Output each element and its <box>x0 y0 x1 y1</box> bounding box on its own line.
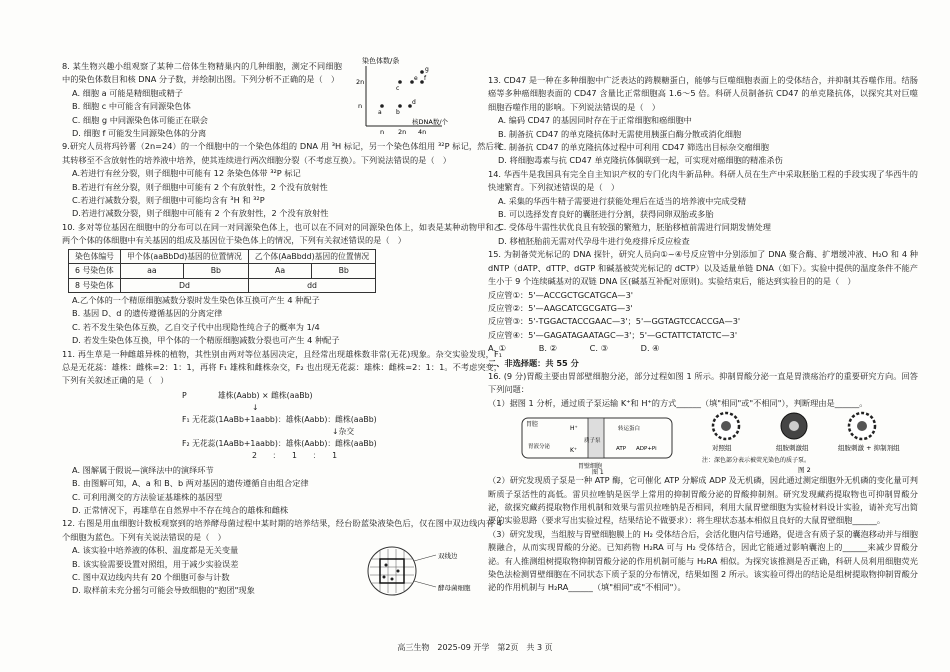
reaction-tube-3: 反应管③：5'-TGGACTACCGAAC—3'；5'—GGTAGTCCACCGA—3' <box>488 316 741 327</box>
point-label-g: g <box>425 66 429 73</box>
question-11-option-a: A. 图解属于假说—演绎法中的演绎环节 <box>72 464 214 475</box>
question-16-stem: 16. (9 分)胃酸主要由胃部壁细胞分泌，部分过程如图 1 所示。抑制胃酸分泌一直是胃溃疡治疗的重要研究方向。回答下列问题： <box>488 370 918 395</box>
table-row <box>69 278 376 292</box>
point-label-e: e <box>414 75 418 82</box>
table-header-cell: 甲个体(aaBbDd)基因的位置情况 <box>120 249 248 263</box>
question-11-option-d: D. 正常情况下，再雄草在自然界中不存在纯合的雄株和雌株 <box>72 504 289 515</box>
fig-label-double-line: 双线边 <box>438 552 458 561</box>
question-8-stem: 8. 某生物兴趣小组观察了某种二倍体生物精巢内的几种细胞，测定不同细胞中的染色体数目和核 DNA 分子数，并绘制出图。下列分析不正确的是（ ） <box>62 61 342 85</box>
cross-f2: F₂ 无花蕊(1AaBb+1aabb)：雄株(Aabb)：雌株(aaBb) <box>182 438 377 448</box>
question-12-option-a: A. 该实验中培养液的体积、温度都是无关变量 <box>72 545 239 556</box>
figure-row <box>488 410 918 477</box>
point-a <box>380 104 384 108</box>
reaction-tube-1: 反应管①：5'—ACCGCTGCATGCA—3' <box>488 289 634 300</box>
fig1-label-acid-secretion: 胃液分泌 <box>528 444 551 451</box>
question-11-option-c: C. 可利用测交的方法验证基雄株的基因型 <box>72 491 223 502</box>
chart-points <box>378 66 429 116</box>
question-13-option-a: A. 编码 CD47 的基因同时存在于正常细胞和癌细胞中 <box>498 115 692 126</box>
fig1-label-h: H⁺ <box>570 425 578 433</box>
question-12 <box>62 517 502 597</box>
question-14-option-a: A. 采集的华西牛精子需要进行获能处理后在适当的培养液中完成受精 <box>498 195 747 206</box>
table-cell: Bb <box>183 264 248 278</box>
fig1-label-pump: 质子泵 <box>584 438 601 445</box>
point-label-a: a <box>378 109 382 116</box>
chart-xlabel: 核DNA数/个 <box>412 118 449 126</box>
question-15 <box>488 248 918 355</box>
table-header-row <box>69 249 376 263</box>
fig-label-yeast: 酵母菌细胞 <box>438 584 471 593</box>
fig1-label-k: K⁺ <box>570 447 578 455</box>
reaction-tube-4: 反应管④：5'—GAGATAGAATAGC—3'；5'—GCTATTCTATCTC—3' <box>488 329 738 340</box>
question-12-stem: 12. 右图是用血细胞计数板观察到的培养酵母菌过程中某时期的培养结果，经台盼蓝染液染色后，仅在图中双边线内有 4 个细胞为蓝色。下列有关说法错误的是（ ） <box>62 518 502 542</box>
table-cell: 6 号染色体 <box>69 264 121 278</box>
question-14 <box>488 168 918 248</box>
table-cell: Dd <box>120 278 248 292</box>
question-15-stem: 15. 为制备荧光标记的 DNA 探针，研究人员向①~④号反应管中分别添加了 DNA 聚合酶、扩增缓冲液、H₂O 和 4 种 dNTP（dATP、dTTP、dGTP 和碱基被荧光标记的 dCTP）以及适量单链 DNA（如下）。实验中提供的温度条件不能产生小于 9 个连续碱基对的双链 DNA 区(碱基互补配对原则)。实验结束后，能达到实验目的的是（ ） <box>488 249 918 287</box>
hemocytometer-circle <box>368 547 416 595</box>
figure-1-proton-pump <box>518 412 688 477</box>
table-cell: dd <box>248 278 375 292</box>
question-11-stem: 11. 再生草是一种雌雄异株的植物，其性别由两对等位基因决定，且经常出现雄株数非常(无花)现象。杂交实验发现，F₁ 总是无花蕊：雄株：雌株=2：1：1，再将 F₁ 雄株和雌株杂交，F₂ 也出现无花蕊：雄株：雌株=2：1：1。不考虑突变，下列有关叙述正确的是（ ） <box>62 348 502 386</box>
question-8-option-c: C. 细胞 g 中同源染色体可能正在联会 <box>72 114 208 125</box>
fig1-label-lumen: 胃腔 <box>526 421 539 429</box>
question-11-option-b: B. 由图解可知，A、a 和 B、b 两对基因的遗传遵循自由组合定律 <box>72 478 309 489</box>
question-9-option-a: A.若进行有丝分裂，则子细胞中可能有 12 条染色体带 ³²P 标记 <box>72 168 301 179</box>
reaction-tube-2: 反应管②：5'—AAGCATCGCGATG—3' <box>488 302 633 313</box>
fig2-caption: 图 2 <box>798 466 811 475</box>
question-8 <box>62 57 502 140</box>
question-9-stem: 9.研究人员将玛钤薯（2n=24）的一个细胞中的一个染色体组的 DNA 用 ³H 标记，另一个染色体组用 ³²P 标记，然后将其转移至不含放射性的培养液中培养，使其连续进行两次细胞分裂（不考虑互换）。下列说法错误的是（ ） <box>62 141 502 165</box>
hemocytometer-figure <box>362 541 492 597</box>
question-12-option-c: C. 图中双边线内共有 20 个细胞可参与计数 <box>72 572 230 582</box>
question-14-stem: 14. 华西牛是我国具有完全自主知识产权的专门化肉牛新品种。科研人员在生产中采取胚胎工程的手段实现了华西牛的快速繁育。下列叙述错误的是（ ） <box>488 168 918 193</box>
chart-ylabel: 染色体数/条 <box>362 57 400 65</box>
question-8-option-a: A. 细胞 a 可能是精细胞或精子 <box>72 87 183 98</box>
chart-xtick-4n: 4n <box>418 128 427 136</box>
chart-xtick-n: n <box>380 128 385 136</box>
cross-ratio: 2 ： 1 ： 1 <box>252 450 338 460</box>
question-10-option-a: A.乙个体的一个精原细胞减数分裂时发生染色体互换可产生 4 种配子 <box>72 294 320 305</box>
question-14-option-d: D. 移植胚胎前无需对代孕母牛进行免疫排斥反应检查 <box>498 235 690 246</box>
cross-mid-label: 杂交 <box>338 426 355 436</box>
question-14-option-c: C. 受体母牛需性状优良且有较强的繁殖力，胚胎移植前需进行同期发情处理 <box>498 222 771 233</box>
cross-diagram <box>182 390 502 462</box>
cross-p: P 雄株(Aabb) × 雌株(aaBb) <box>182 390 313 400</box>
arrow-down-icon: ↓ <box>332 426 339 436</box>
right-column <box>488 74 918 595</box>
question-10 <box>62 221 502 348</box>
question-13 <box>488 74 918 168</box>
question-9-option-b: B.若进行有丝分裂，则子细胞中可能有 2 个有放射性，2 个没有放射性 <box>72 181 328 192</box>
question-14-option-b: B. 可以选择发育良好的囊胚进行分割，获得同卵双胎或多胎 <box>498 209 714 220</box>
question-13-option-c: C. 制备抗 CD47 的单克隆抗体过程中可利用 CD47 筛选出目标杂交瘤细胞 <box>498 142 769 153</box>
fig1-label-adp: ADP+Pi <box>636 446 657 453</box>
question-8-option-b: B. 细胞 c 中可能含有同源染色体 <box>72 101 191 112</box>
point-label-f: f <box>424 75 427 82</box>
dna-chromosome-scatter-chart <box>354 54 450 140</box>
cross-f1: F₁ 无花蕊(1AaBb+1aabb)：雄株(Aabb)：雌株(aaBb) <box>182 414 377 424</box>
table-cell: Aa <box>248 264 311 278</box>
question-15-options: A. ① B. ② C. ③ D. ④ <box>488 343 660 354</box>
question-13-option-b: B. 制备抗 CD47 的单克隆抗体时无需使用胰蛋白酶分散或消化细胞 <box>498 128 742 139</box>
question-13-option-d: D. 将细胞毒素与抗 CD47 单克隆抗体偶联到一起，可实现对癌细胞的精准杀伤 <box>498 155 783 166</box>
table-header-cell: 乙个体(AaBbdd)基因的位置情况 <box>248 249 375 263</box>
question-10-option-c: C. 若不发生染色体互换，乙自交子代中出现隐性纯合子的概率为 1/4 <box>72 321 320 332</box>
fig1-label-transporter: 转运蛋白 <box>618 426 641 433</box>
gene-position-table <box>68 249 376 293</box>
question-16-part-2: （2）研究发现质子泵是一种 ATP 酶，它可催化 ATP 分解成 ADP 及无机磷，因此通过测定细胞外无机磷的变化量可判断质子泵活性的高低。雷贝拉唑钠是医学上常用的抑制胃酸分泌的胃酸抑制剂。研究发现藏药提取物也可抑制胃酸分泌，欲探究藏药提取物作用机制和效果与雷贝拉唑钠是否相同，利用大鼠胃壁细胞为实验材料设计实验，请补充写出简要的实验思路（要求写出实验过程，结果结论不做要求）：将生理状态基本相似且良好的大鼠胃壁细胞______。 <box>488 475 918 526</box>
question-9-option-d: D.若进行减数分裂，则子细胞中可能有 2 个有放射性，2 个没有放射性 <box>72 208 329 219</box>
figure-2-fluorescence <box>698 410 918 474</box>
question-11 <box>62 348 502 518</box>
point-b <box>398 104 402 108</box>
question-13-stem: 13. CD47 是一种在多种细胞中广泛表达的跨膜糖蛋白，能够与巨噬细胞表面上的受体结合，并抑制其吞噬作用。结肠癌等多种癌细胞表面的 CD47 含量比正常细胞高 1.6～5 倍。科研人员制备抗 CD47 的单克隆抗体，以探究其对巨噬细胞吞噬作用的影响。下列说法错误的是（ ） <box>488 75 918 112</box>
question-10-option-b: B. 基因 D、d 的遗传遵循基因的分离定律 <box>72 308 223 319</box>
fig2-note: 注：深色部分表示被荧光染色的质子泵。 <box>702 457 811 465</box>
question-12-option-d: D. 取样前未充分摇匀可能会导致细胞的"抱团"现象 <box>72 585 255 596</box>
table-cell: 8 号染色体 <box>69 278 121 292</box>
question-16-part-1: （1）据图 1 分析，通过质子泵运输 K⁺和 H⁺的方式______（填"相同"或"不相同"），判断理由是______。 <box>488 397 868 408</box>
point-c <box>398 80 402 84</box>
fig1-label-parietal-cell: 胃壁细胞 <box>578 463 603 471</box>
point-label-c: c <box>396 85 400 92</box>
question-16 <box>488 370 918 595</box>
table-header-cell: 染色体编号 <box>69 249 121 263</box>
fig2-label-histamine: 组胺刺激组 <box>776 444 809 453</box>
question-8-option-d: D. 细胞 f 可能发生同源染色体的分离 <box>72 128 207 139</box>
chart-ytick-2n: 2n <box>356 78 365 86</box>
point-g <box>420 70 424 74</box>
question-9-option-c: C.若进行减数分裂，则子细胞中可能均含有 ³H 和 ³²P <box>72 195 265 206</box>
point-label-b: b <box>396 109 400 116</box>
fig1-caption: 图 1 <box>592 469 604 477</box>
question-10-stem: 10. 多对等位基因在细胞中的分布可以在同一对同源染色体上，也可以在不同对的同源染色体上，如表是某种动物甲和乙两个个体的体细胞中有关基因的组成及基因位于染色体上的情况，下列有关叙述错误的是（ ） <box>62 221 502 246</box>
left-column <box>62 57 502 598</box>
arrow-down-icon: ↓ <box>252 402 259 412</box>
section-heading: 二、非选择题：共 55 分 <box>488 357 579 368</box>
fig2-label-inhibitor: 组胺刺激 + 抑制剂组 <box>838 444 900 453</box>
table-cell: Bb <box>312 264 376 278</box>
chart-xtick-2n: 2n <box>398 128 407 136</box>
question-9 <box>62 140 502 220</box>
page-footer: 高三生物 2025-09 开学 第2页 共 3 页 <box>397 643 553 652</box>
point-label-d: d <box>412 99 416 106</box>
table-cell: aa <box>120 264 183 278</box>
question-10-option-d: D. 若发生染色体互换，甲个体的一个精原细胞减数分裂也可产生 4 种配子 <box>72 335 340 346</box>
fig1-label-atp: ATP <box>616 446 627 453</box>
question-12-option-b: B. 该实验需要设置对照组，用于减少实验误差 <box>72 558 239 569</box>
fig2-label-control: 对照组 <box>712 444 732 453</box>
chart-ytick-n: n <box>358 102 363 110</box>
question-16-part-3: （3）研究发现，当组胺与胃壁细胞膜上的 H₂ 受体结合后，会活化胞内信号通路，促进含有质子泵的囊泡移动并与细胞膜融合，从而实现胃酸的分泌。已知药物 H₂RA 可与 H₂ 受体结合，因此它能通过影响囊泡上的______来减少胃酸分泌。有人推测组树提取物抑制胃酸分泌的作用机制可能与 H₂RA 相似。为探究该推测是否正确，科研人员利用细胞荧光染色法检测胃壁细胞在不同状态下质子泵的分布情况，结果如图 2 所示。该实验可得出的结论是组树提取物抑制胃酸分泌的作用机制与 H₂RA______（填"相同"或"不相同"）。 <box>488 528 918 593</box>
table-row <box>69 264 376 278</box>
